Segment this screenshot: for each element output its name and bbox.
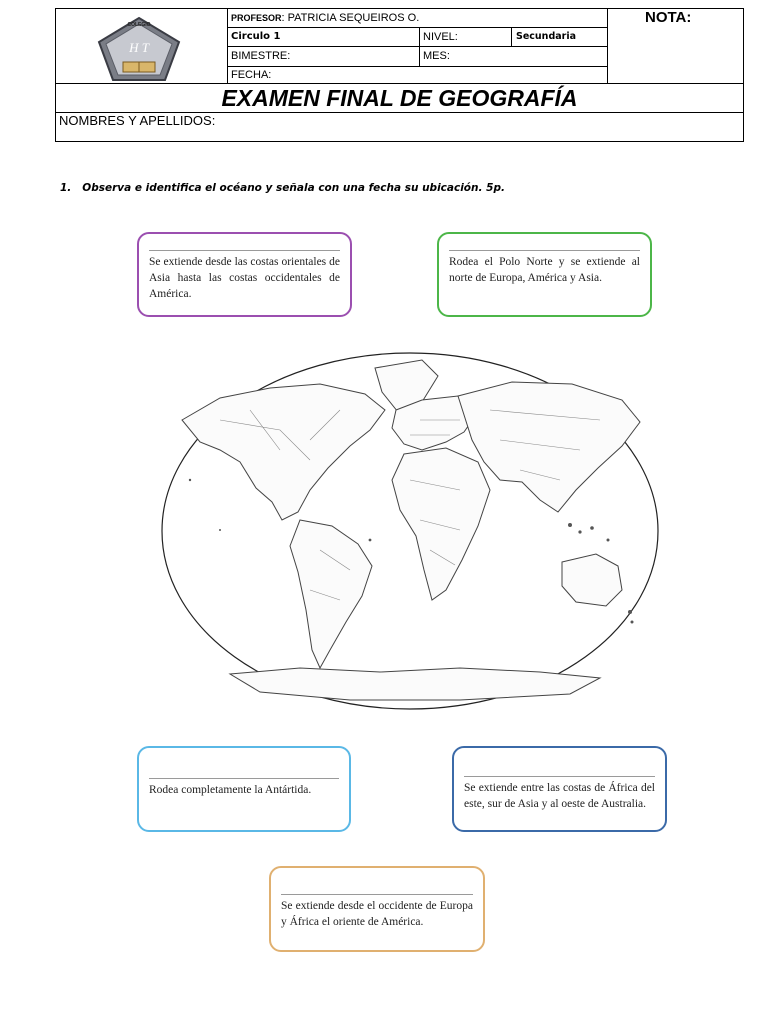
bimestre-label: BIMESTRE: bbox=[231, 50, 291, 62]
clue-box-pacific bbox=[137, 232, 352, 317]
exam-title: EXAMEN FINAL DE GEOGRAFÍA bbox=[221, 85, 578, 111]
question-text: Observa e identifica el océano y señala con una fecha su ubicación. 5p. bbox=[82, 182, 505, 194]
clue-rule bbox=[464, 776, 655, 777]
header-line bbox=[227, 46, 607, 47]
nombres-label: NOMBRES Y APELLIDOS: bbox=[59, 113, 216, 128]
logo-letters: H T bbox=[129, 40, 149, 55]
clue-rule bbox=[149, 250, 340, 251]
header-line bbox=[511, 27, 512, 46]
clue-text: Rodea el Polo Norte y se extiende al norte de Europa, América y Asia. bbox=[449, 256, 640, 284]
profesor-field bbox=[228, 10, 607, 26]
clue-box-arctic bbox=[437, 232, 652, 317]
clue-rule bbox=[281, 894, 473, 895]
antarctica-shape bbox=[230, 668, 600, 700]
header-table bbox=[55, 8, 744, 142]
clue-text: Se extiende desde las costas orientales de Asia hasta las costas occidentales de América. bbox=[149, 256, 340, 300]
nivel-value: Secundaria bbox=[516, 31, 577, 42]
header-line bbox=[607, 8, 608, 83]
clue-rule bbox=[449, 250, 640, 251]
profesor-label: PROFESOR bbox=[231, 13, 282, 23]
mes-label: MES: bbox=[423, 50, 450, 62]
circulo-field: Circulo 1 bbox=[231, 31, 281, 42]
question-line bbox=[60, 182, 505, 194]
clue-text: Rodea completamente la Antártida. bbox=[149, 784, 312, 796]
fecha-label: FECHA: bbox=[231, 69, 272, 81]
profesor-value: : PATRICIA SEQUEIROS O. bbox=[281, 12, 420, 24]
header-line bbox=[227, 27, 607, 28]
nivel-label: NIVEL: bbox=[423, 31, 458, 43]
clue-box-atlantic bbox=[269, 866, 485, 952]
question-number: 1. bbox=[60, 182, 72, 194]
header-line bbox=[227, 66, 607, 67]
nota-label: NOTA: bbox=[645, 9, 692, 26]
clue-text: Se extiende desde el occidente de Europa y África el oriente de América. bbox=[281, 900, 473, 928]
clue-box-southern bbox=[137, 746, 351, 832]
school-logo bbox=[83, 12, 195, 82]
clue-text: Se extiende entre las costas de África del este, sur de Asia y al oeste de Australia. bbox=[464, 782, 655, 810]
logo-school-text: COLEGIO bbox=[127, 22, 151, 28]
clue-rule bbox=[149, 778, 339, 779]
clue-box-indian bbox=[452, 746, 667, 832]
world-map bbox=[160, 350, 660, 712]
